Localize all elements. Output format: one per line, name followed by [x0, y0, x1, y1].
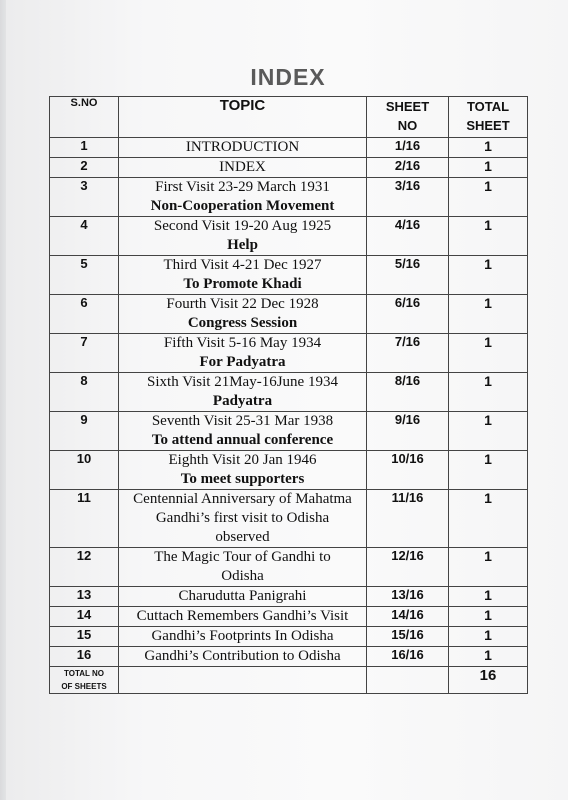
table-row	[50, 647, 528, 667]
table-row	[50, 256, 528, 295]
row-total-sheet: 1	[449, 490, 528, 548]
table-row	[50, 412, 528, 451]
row-sno: 14	[50, 607, 119, 627]
row-sheet-no: 5/16	[367, 256, 449, 295]
row-sno: 3	[50, 178, 119, 217]
row-topic-line: INDEX	[219, 159, 266, 175]
row-sno: 11	[50, 490, 119, 548]
row-sheet-no: 14/16	[367, 607, 449, 627]
table-row	[50, 490, 528, 548]
row-sno: 7	[50, 334, 119, 373]
row-topic	[119, 627, 367, 647]
row-topic	[119, 607, 367, 627]
row-sheet-no: 4/16	[367, 217, 449, 256]
footer-label-line2: OF SHEETS	[61, 682, 107, 691]
row-topic	[119, 256, 367, 295]
row-sheet-no: 16/16	[367, 647, 449, 667]
row-topic-purpose: For Padyatra	[199, 354, 286, 370]
row-topic-line: Fifth Visit 5-16 May 1934	[163, 335, 322, 351]
row-topic-purpose: Non-Cooperation Movement	[150, 198, 335, 214]
row-topic-line: Eighth Visit 20 Jan 1946	[168, 452, 317, 468]
row-topic-line: Centennial Anniversary of Mahatma	[133, 491, 352, 507]
row-sno: 4	[50, 217, 119, 256]
row-topic-line: Second Visit 19-20 Aug 1925	[153, 218, 332, 234]
row-sno: 16	[50, 647, 119, 667]
footer-label-line1: TOTAL NO	[64, 669, 104, 678]
header-total-line1: TOTAL	[466, 99, 510, 114]
row-topic-line: Cuttach Remembers Gandhi’s Visit	[136, 608, 349, 624]
row-topic-purpose: To attend annual conference	[151, 432, 334, 448]
row-topic	[119, 217, 367, 256]
row-topic-line: Gandhi’s first visit to Odisha	[155, 510, 330, 526]
row-total-sheet: 1	[449, 217, 528, 256]
row-sno: 1	[50, 138, 119, 158]
row-sheet-no: 8/16	[367, 373, 449, 412]
header-topic: TOPIC	[119, 97, 367, 138]
row-sheet-no: 1/16	[367, 138, 449, 158]
row-topic-line: Gandhi’s Footprints In Odisha	[151, 628, 334, 644]
row-topic-purpose: Help	[227, 237, 258, 253]
row-topic	[119, 158, 367, 178]
row-sno: 6	[50, 295, 119, 334]
row-total-sheet: 1	[449, 334, 528, 373]
table-row	[50, 627, 528, 647]
row-sheet-no: 13/16	[367, 587, 449, 607]
row-topic-line: Seventh Visit 25-31 Mar 1938	[151, 413, 334, 429]
row-topic-line: Sixth Visit 21May-16June 1934	[147, 374, 338, 390]
row-topic-purpose: Congress Session	[187, 315, 298, 331]
header-sheet-no	[367, 97, 449, 138]
row-total-sheet: 1	[449, 178, 528, 217]
row-sheet-no: 11/16	[367, 490, 449, 548]
row-topic	[119, 587, 367, 607]
row-sno: 9	[50, 412, 119, 451]
header-sheet-line1: SHEET	[385, 99, 430, 114]
row-total-sheet: 1	[449, 587, 528, 607]
row-topic	[119, 334, 367, 373]
row-total-sheet: 1	[449, 138, 528, 158]
row-total-sheet: 1	[449, 647, 528, 667]
table-row	[50, 587, 528, 607]
row-topic	[119, 138, 367, 158]
header-sno: S.NO	[50, 97, 119, 138]
row-topic-line: Fourth Visit 22 Dec 1928	[166, 296, 319, 312]
table-row	[50, 548, 528, 587]
table-row	[50, 373, 528, 412]
row-topic-line: INTRODUCTION	[185, 139, 300, 155]
index-table	[49, 96, 528, 694]
row-topic-line: Charudutta Panigrahi	[178, 588, 307, 604]
table-row	[50, 138, 528, 158]
table-row	[50, 607, 528, 627]
row-sno: 13	[50, 587, 119, 607]
row-sheet-no: 7/16	[367, 334, 449, 373]
header-total-line2: SHEET	[466, 118, 510, 133]
footer-topic-empty	[119, 667, 367, 694]
row-sno: 12	[50, 548, 119, 587]
row-topic-line: First Visit 23-29 March 1931	[155, 179, 330, 195]
row-topic-line: observed	[215, 529, 270, 545]
row-total-sheet: 1	[449, 256, 528, 295]
table-row	[50, 334, 528, 373]
page-title: INDEX	[250, 64, 326, 90]
row-sheet-no: 3/16	[367, 178, 449, 217]
row-sheet-no: 6/16	[367, 295, 449, 334]
row-sheet-no: 12/16	[367, 548, 449, 587]
header-row	[50, 97, 528, 138]
row-sheet-no: 9/16	[367, 412, 449, 451]
row-sheet-no: 15/16	[367, 627, 449, 647]
row-topic	[119, 178, 367, 217]
table-row	[50, 451, 528, 490]
row-topic	[119, 373, 367, 412]
row-topic	[119, 412, 367, 451]
footer-total-value: 16	[449, 667, 528, 694]
header-total-sheet	[449, 97, 528, 138]
row-topic-line: The Magic Tour of Gandhi to	[154, 549, 331, 565]
row-total-sheet: 1	[449, 373, 528, 412]
row-sno: 10	[50, 451, 119, 490]
row-total-sheet: 1	[449, 451, 528, 490]
row-topic-purpose: To Promote Khadi	[183, 276, 302, 292]
row-sno: 8	[50, 373, 119, 412]
row-total-sheet: 1	[449, 412, 528, 451]
row-topic-purpose: Padyatra	[212, 393, 273, 409]
row-sno: 15	[50, 627, 119, 647]
index-rows	[50, 138, 528, 667]
row-topic-purpose: To meet supporters	[180, 471, 305, 487]
row-topic	[119, 490, 367, 548]
table-row	[50, 178, 528, 217]
row-topic-line: Gandhi’s Contribution to Odisha	[144, 648, 341, 664]
row-total-sheet: 1	[449, 295, 528, 334]
row-total-sheet: 1	[449, 158, 528, 178]
row-sheet-no: 10/16	[367, 451, 449, 490]
row-topic	[119, 548, 367, 587]
row-sheet-no: 2/16	[367, 158, 449, 178]
row-topic-line: Third Visit 4-21 Dec 1927	[163, 257, 322, 273]
header-sheet-line2: NO	[397, 118, 418, 133]
row-topic	[119, 647, 367, 667]
footer-sheet-empty	[367, 667, 449, 694]
footer-label	[50, 667, 119, 694]
row-sno: 2	[50, 158, 119, 178]
row-total-sheet: 1	[449, 607, 528, 627]
row-sno: 5	[50, 256, 119, 295]
row-total-sheet: 1	[449, 548, 528, 587]
row-topic	[119, 295, 367, 334]
row-total-sheet: 1	[449, 627, 528, 647]
table-row	[50, 217, 528, 256]
footer-row	[50, 667, 528, 694]
table-row	[50, 295, 528, 334]
table-row	[50, 158, 528, 178]
row-topic-line: Odisha	[221, 568, 264, 584]
row-topic	[119, 451, 367, 490]
